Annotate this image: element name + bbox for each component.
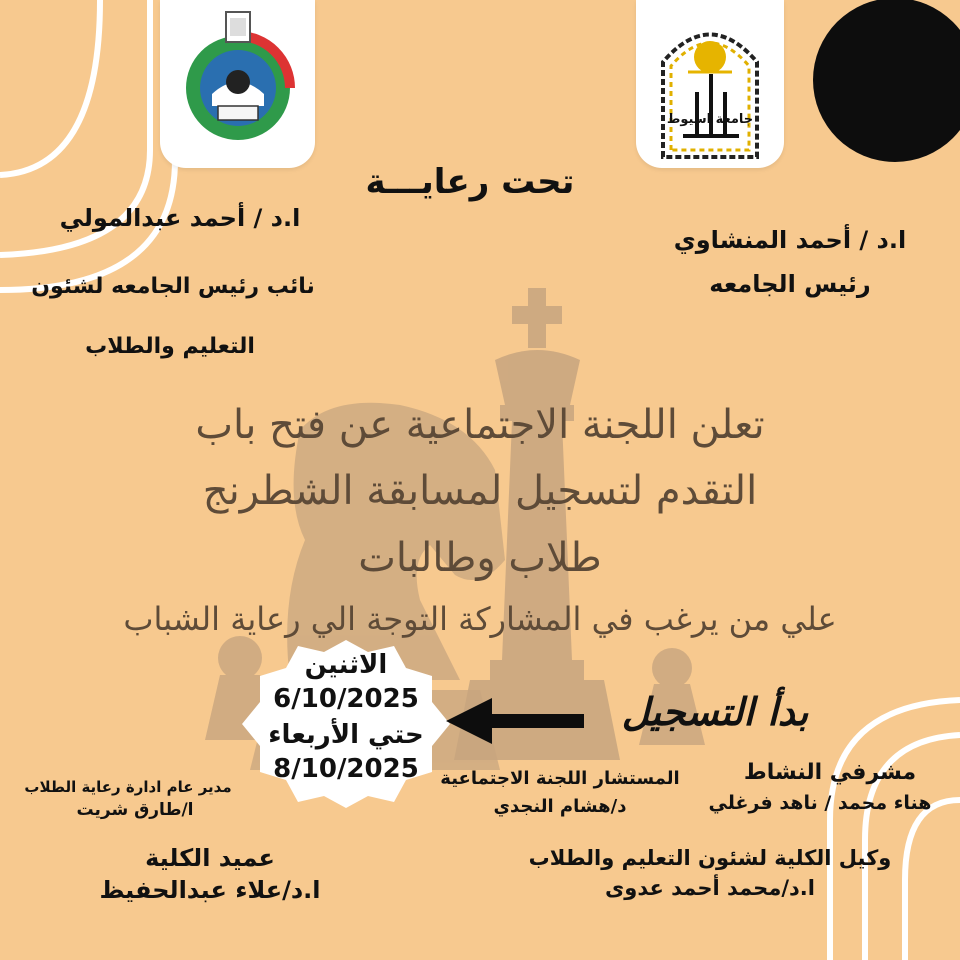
- left-arrow-icon: [446, 696, 586, 746]
- university-logo-text: جامعة اسيوط: [666, 112, 754, 127]
- right-patron-title: رئيس الجامعه: [709, 270, 871, 298]
- faculty-logo-card: [160, 0, 315, 168]
- director-title: مدير عام ادارة رعاية الطلاب: [24, 778, 232, 796]
- announcement-line-3: طلاب وطالبات: [358, 535, 602, 581]
- start-date: 6/10/2025: [273, 684, 419, 714]
- advisor-title: المستشار اللجنة الاجتماعية: [440, 768, 680, 789]
- vice-dean-name: ا.د/محمد أحمد عدوى: [605, 876, 815, 900]
- dark-circle-decoration: [813, 0, 960, 162]
- dean-title: عميد الكلية: [145, 844, 275, 872]
- faculty-emblem-icon: [178, 10, 298, 160]
- left-patron-title-line1: نائب رئيس الجامعه لشئون: [31, 274, 315, 299]
- supervisors-title: مشرفي النشاط: [743, 760, 917, 785]
- dean-name: ا.د/علاء عبدالحفيظ: [99, 876, 321, 904]
- announcement-line-1: تعلن اللجنة الاجتماعية عن فتح باب: [195, 402, 765, 448]
- end-date: 8/10/2025: [273, 754, 419, 784]
- university-logo-card: [636, 0, 784, 168]
- left-patron-title-line2: التعليم والطلاب: [85, 334, 255, 359]
- advisor-name: د/هشام النجدي: [493, 796, 627, 817]
- patronage-heading: تحت رعايـــة: [365, 162, 575, 202]
- vice-dean-title: وكيل الكلية لشئون التعليم والطلاب: [528, 846, 892, 870]
- left-patron-name: ا.د / أحمد عبدالمولي: [59, 204, 301, 232]
- supervisors-names: هناء محمد / ناهد فرغلي: [708, 792, 932, 814]
- right-patron-name: ا.د / أحمد المنشاوي: [673, 226, 907, 254]
- curve-line-decoration: [0, 0, 100, 175]
- assiut-university-emblem-icon: [655, 12, 765, 162]
- director-name: ا/طارق شريت: [76, 800, 194, 820]
- curve-line-decoration: [905, 800, 960, 960]
- start-day: الاثنين: [304, 650, 388, 680]
- registration-start-label: بدأ التسجيل: [621, 690, 809, 734]
- announcement-line-4: علي من يرغب في المشاركة التوجة الي رعاية الشباب: [123, 600, 837, 638]
- until-day: حتي الأربعاء: [268, 720, 424, 750]
- announcement-line-2: التقدم لتسجيل لمسابقة الشطرنج: [202, 468, 758, 514]
